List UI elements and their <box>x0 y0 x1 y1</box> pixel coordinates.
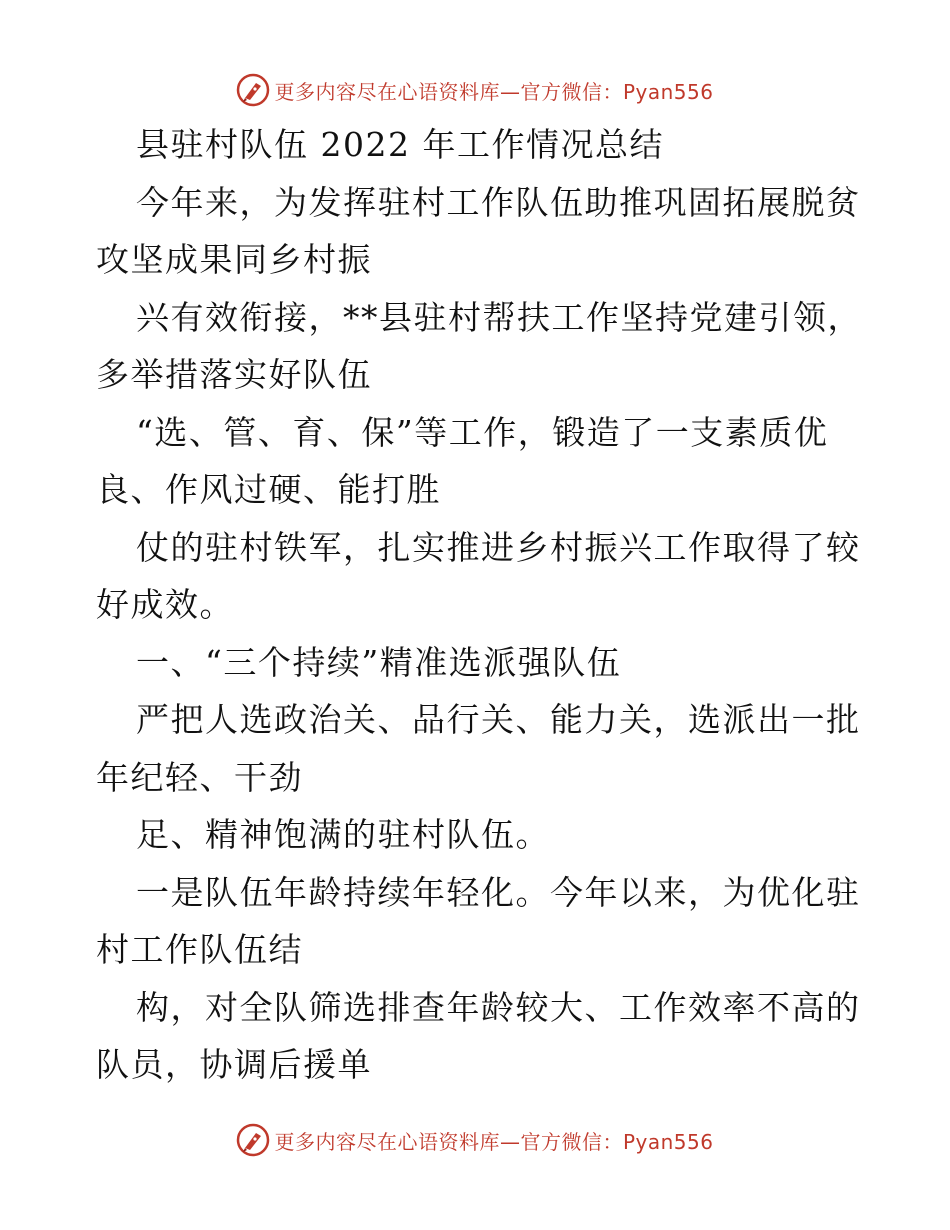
watermark-banner-top <box>0 70 950 110</box>
paragraph-line: 仗的驻村铁军，扎实推进乡村振兴工作取得了较 <box>136 527 861 567</box>
paragraph-line: 今年来，为发挥驻村工作队伍助推巩固拓展脱贫 <box>136 182 861 222</box>
document-title: 县驻村队伍 2022 年工作情况总结 <box>136 125 664 164</box>
watermark-text-bottom: 更多内容尽在心语资料库—官方微信：Pyan556 <box>274 1129 714 1154</box>
watermark-banner-bottom <box>0 1120 950 1160</box>
red-pen-nib-logo-icon <box>236 73 270 107</box>
paragraph-line: 攻坚成果同乡村振 <box>96 240 372 279</box>
section-heading: 一、“三个持续”精准选派强队伍 <box>136 642 622 682</box>
paragraph-line: 兴有效衔接，**县驻村帮扶工作坚持党建引领， <box>136 297 862 337</box>
paragraph-line: 好成效。 <box>96 585 234 624</box>
paragraph-line: 严把人选政治关、品行关、能力关，选派出一批 <box>136 700 861 739</box>
paragraph-line: 队员，协调后援单 <box>96 1045 372 1084</box>
paragraph-line: 良、作风过硬、能打胜 <box>96 470 441 509</box>
red-pen-nib-logo-icon <box>236 1123 270 1157</box>
paragraph-line: “选、管、育、保”等工作，锻造了一支素质优 <box>136 412 829 452</box>
paragraph-line: 足、精神饱满的驻村队伍。 <box>136 815 550 854</box>
paragraph-line: 多举措落实好队伍 <box>96 355 372 394</box>
watermark-text-top: 更多内容尽在心语资料库—官方微信：Pyan556 <box>274 79 714 104</box>
paragraph-line: 构，对全队筛选排查年龄较大、工作效率不高的 <box>136 987 861 1027</box>
paragraph-line: 村工作队伍结 <box>96 930 303 969</box>
paragraph-line: 年纪轻、干劲 <box>96 757 303 797</box>
document-body <box>96 116 862 1094</box>
paragraph-line: 一是队伍年龄持续年轻化。今年以来，为优化驻 <box>136 872 861 912</box>
